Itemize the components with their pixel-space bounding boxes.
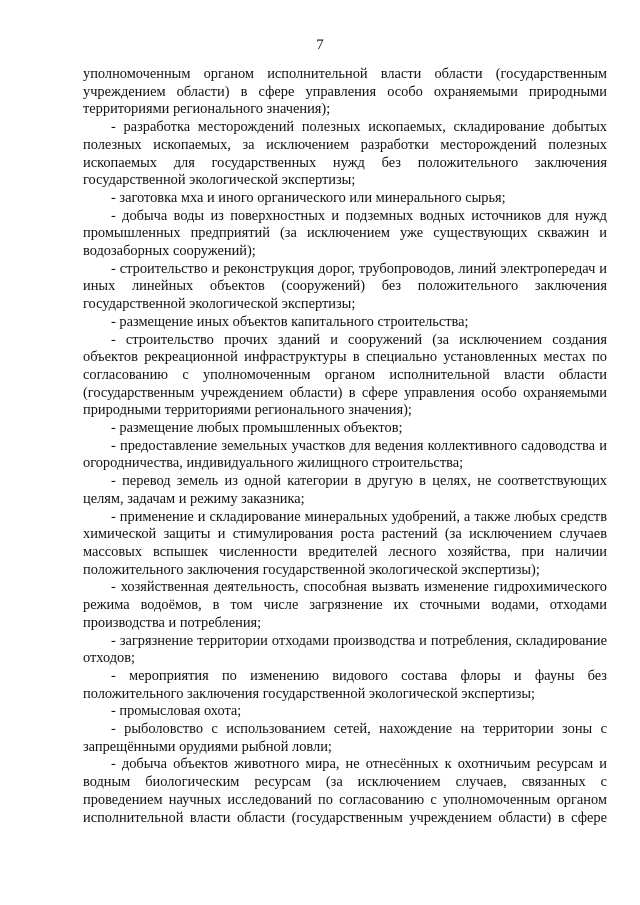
list-item-other-buildings: - строительство прочих зданий и сооружений (за исключением создания объектов рекреационной инфраструктуры в специально установленных местах по согласованию с уполномоченным органом исполнительной власти области (государственным учреждением области) в сфере управления особо охраняемыми природными территориями регионального значения);	[83, 331, 607, 419]
list-item-hydrochemical-regime: - хозяйственная деятельность, способная вызвать изменение гидрохимического режима водоёмов, в том числе загрязнение их сточными водами, отходами производства и потребления;	[83, 579, 607, 631]
list-item-net-fishing: - рыболовство с использованием сетей, нахождение на территории зоны с запрещёнными орудиями рыбной ловли;	[83, 721, 607, 755]
list-item-water-extraction: - добыча воды из поверхностных и подземных водных источников для нужд промышленных предприятий (за исключением уже существующих скважин и водозаборных сооружений);	[83, 207, 607, 260]
list-item-land-plots: - предоставление земельных участков для ведения коллективного садоводства и огородничества, индивидуального жилищного строительства;	[83, 437, 607, 472]
list-item-industrial-objects: - размещение любых промышленных объектов;	[111, 420, 403, 437]
list-item-mineral-deposits: - разработка месторождений полезных ископаемых, складирование добытых полезных ископаемых, за исключением разработки месторождений полезных ископаемых для государственных нужд без положительного заключения государственной экологической экспертизы;	[83, 119, 607, 189]
list-item-capital-construction: - размещение иных объектов капитального строительства;	[111, 313, 469, 330]
page-number: 7	[316, 37, 324, 53]
paragraph-continuation: уполномоченным органом исполнительной власти области (государственным учреждением области) в сфере управления особо охраняемыми природными территориями регионального значения);	[83, 66, 607, 118]
list-item-wildlife-extraction: - добыча объектов животного мира, не отнесённых к охотничьим ресурсам и водным биологическим ресурсам (за исключением случаев, связанных с проведением научных исследований по согласованию с уполномоченным органом исполнительной власти области (государственным учреждением области) в сфере	[83, 756, 607, 826]
list-item-waste-pollution: - загрязнение территории отходами производства и потребления, складирование отходов;	[83, 632, 607, 667]
document-body	[83, 66, 607, 827]
list-item-fertilizers: - применение и складирование минеральных удобрений, а также любых средств химической защиты и стимулирования роста растений (за исключением случаев массовых вспышек численности вредителей лесного хозяйства, при наличии положительного заключения государственной экологической экспертизы);	[83, 508, 607, 578]
list-item-road-construction: - строительство и реконструкция дорог, трубопроводов, линий электропередач и иных линейных объектов (сооружений) без положительного заключения государственной экологической экспертизы;	[83, 260, 607, 313]
list-item-moss-harvesting: - заготовка мха и иного органического или минерального сырья;	[111, 189, 506, 206]
list-item-flora-fauna: - мероприятия по изменению видового состава флоры и фауны без положительного заключения государственной экологической экспертизы;	[83, 667, 607, 702]
list-item-land-transfer: - перевод земель из одной категории в другую в целях, не соответствующих целям, задачам и режиму заказника;	[83, 473, 607, 507]
list-item-commercial-hunting: - промысловая охота;	[111, 703, 242, 720]
